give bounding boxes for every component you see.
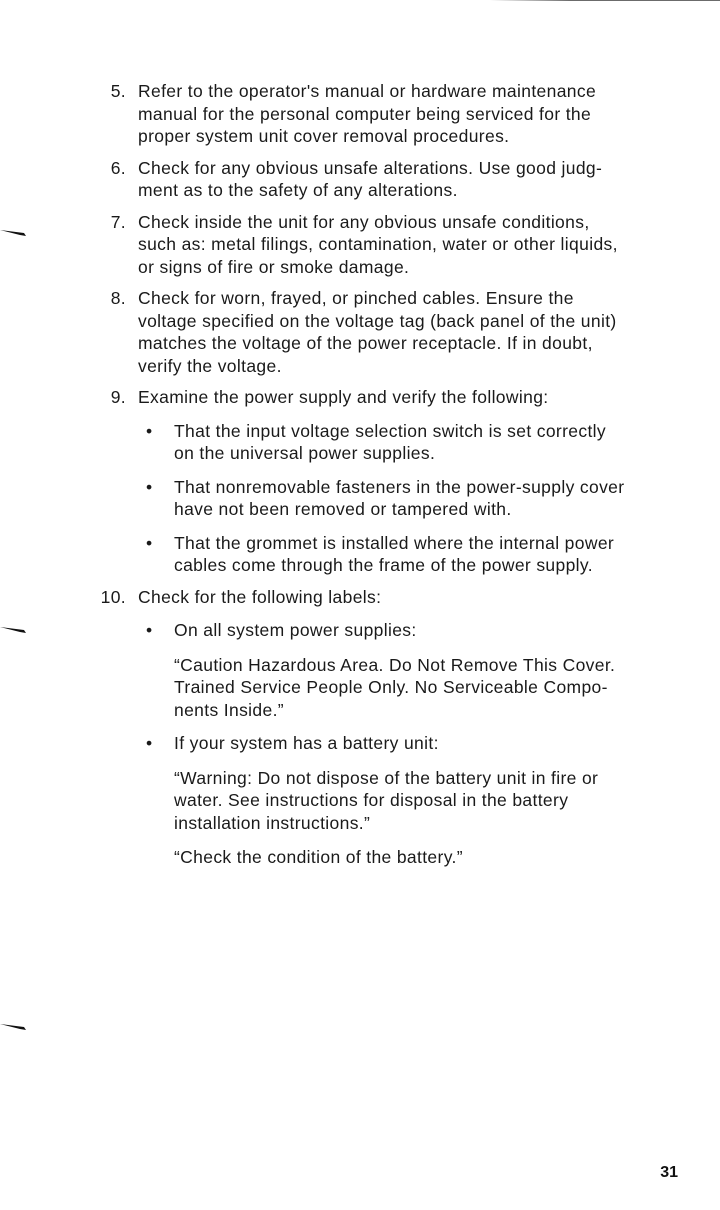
item-number: 10.: [100, 586, 126, 607]
quote-line: installation instructions.”: [174, 812, 371, 833]
quote-line: “Check the condition of the battery.”: [174, 847, 463, 867]
item-line: Check for any obvious unsafe alterations. Use good judg-: [138, 157, 603, 178]
bullet-line: have not been removed or tampered with.: [174, 499, 512, 519]
bullet-line: If your system has a battery unit:: [174, 733, 439, 753]
item-line: matches the voltage of the power receptacle. If in doubt,: [138, 333, 593, 353]
item-line: ment as to the safety of any alterations.: [138, 180, 458, 200]
document-body: [0, 80, 720, 878]
item-number: 9.: [110, 387, 126, 407]
quote-line: “Caution Hazardous Area. Do Not Remove This Cover.: [174, 654, 616, 675]
bullet-item: [138, 420, 680, 465]
item-number: 7.: [110, 211, 126, 232]
bullet-line: That the grommet is installed where the internal power: [174, 532, 615, 553]
bullet-dot: •: [146, 532, 153, 553]
list-item-9: [0, 386, 720, 577]
item-line: verify the voltage.: [138, 355, 282, 376]
bullet-dot: •: [146, 620, 153, 640]
item-line: or signs of fire or smoke damage.: [138, 256, 410, 277]
bullet-item: [138, 732, 680, 869]
bullet-line: on the universal power supplies.: [174, 443, 436, 463]
list-item-8: [0, 287, 720, 377]
bullet-dot: •: [146, 733, 153, 753]
bullet-dot: •: [146, 476, 153, 497]
bullet-dot: •: [146, 420, 153, 441]
bullet-item: [138, 532, 680, 577]
item-line: Examine the power supply and verify the following:: [138, 387, 549, 407]
quoted-label-text: [174, 846, 680, 869]
item-line: proper system unit cover removal procedures.: [138, 126, 510, 146]
item-line: such as: metal filings, contamination, water or other liquids,: [138, 234, 618, 254]
item-line: Refer to the operator's manual or hardware maintenance: [138, 81, 597, 101]
item-line: Check for worn, frayed, or pinched cables. Ensure the: [138, 288, 574, 308]
list-item-10: [0, 586, 720, 869]
item-line: manual for the personal computer being serviced for the: [138, 103, 592, 124]
item-number: 8.: [110, 288, 126, 308]
item-line: voltage specified on the voltage tag (back panel of the unit): [138, 310, 617, 331]
quote-line: water. See instructions for disposal in the battery: [174, 790, 569, 810]
list-item-5: [0, 80, 720, 148]
bullet-item: [138, 619, 680, 721]
top-edge-rule: [490, 0, 720, 1]
quoted-label-text: [174, 767, 680, 835]
bullet-line: cables come through the frame of the power supply.: [174, 555, 593, 575]
bullet-line: That nonremovable fasteners in the power-supply cover: [174, 476, 625, 497]
margin-change-bar-bottom: [0, 1021, 28, 1031]
item-number: 5.: [110, 81, 126, 101]
quoted-label-text: [174, 654, 680, 722]
item-line: Check inside the unit for any obvious unsafe conditions,: [138, 211, 590, 232]
list-item-7: [0, 211, 720, 279]
bullet-line: That the input voltage selection switch is set correctly: [174, 420, 607, 441]
list-item-6: [0, 157, 720, 202]
quote-line: nents Inside.”: [174, 699, 284, 720]
bullet-line: On all system power supplies:: [174, 620, 417, 640]
page-number: 31: [660, 1164, 678, 1181]
item-number: 6.: [110, 157, 126, 178]
quote-line: Trained Service People Only. No Serviceable Compo-: [174, 677, 608, 697]
quote-line: “Warning: Do not dispose of the battery unit in fire or: [174, 767, 599, 788]
bullet-item: [138, 476, 680, 521]
item-line: Check for the following labels:: [138, 586, 382, 607]
